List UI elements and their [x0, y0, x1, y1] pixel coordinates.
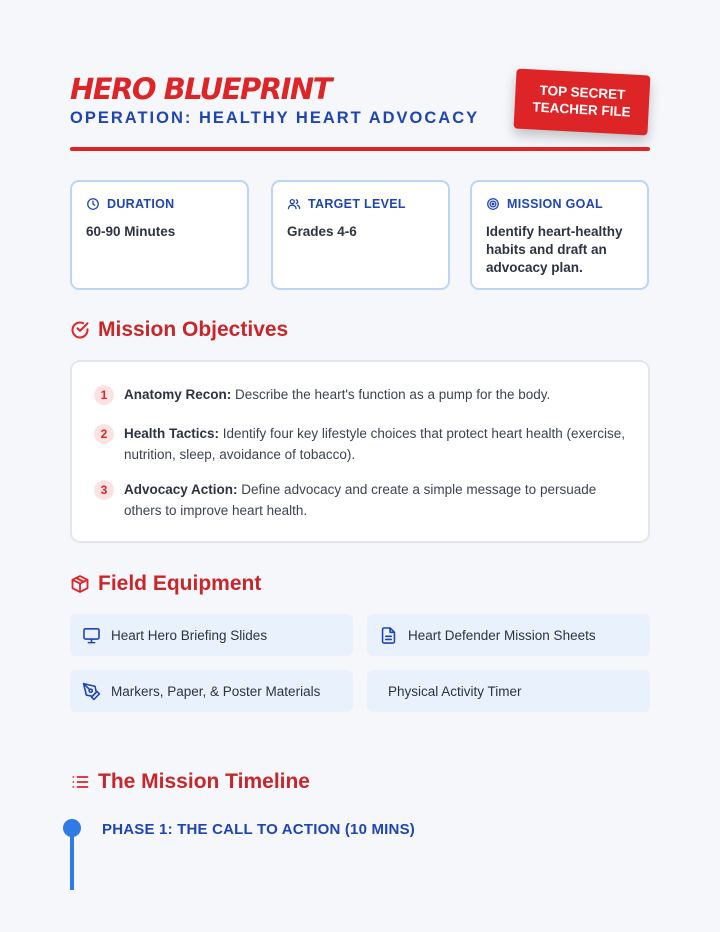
- objective-item: [94, 384, 629, 405]
- objective-description: Identify four key lifestyle choices that protect heart health (exercise, nutrition, sleep, avoidance of tobacco).: [124, 426, 625, 462]
- objective-label: Anatomy Recon:: [124, 387, 232, 402]
- objective-text: [124, 479, 629, 521]
- page-subtitle: OPERATION: HEALTHY HEART ADVOCACY: [70, 109, 480, 127]
- timeline-marker: [63, 819, 81, 837]
- target-level-card: [271, 180, 450, 290]
- pen-tool-icon: [82, 682, 101, 701]
- document-icon: [379, 626, 398, 645]
- objectives-list: [70, 360, 650, 543]
- duration-value: 60-90 Minutes: [86, 224, 176, 239]
- target-icon: [486, 197, 500, 211]
- objective-description: Define advocacy and create a simple message to persuade others to improve heart health.: [124, 482, 597, 518]
- header-divider: [70, 147, 650, 151]
- page-title: HERO BLUEPRINT: [70, 72, 331, 106]
- objective-item: [94, 479, 629, 521]
- equipment-heading: [70, 572, 261, 596]
- equipment-label: Physical Activity Timer: [388, 683, 522, 699]
- duration-label-row: [86, 197, 233, 211]
- stamp-line-2: TEACHER FILE: [532, 99, 632, 120]
- target-level-label-row: [287, 197, 434, 211]
- monitor-icon: [82, 626, 101, 645]
- stamp-line-1: TOP SECRET: [539, 82, 626, 103]
- objective-item: [94, 423, 629, 465]
- equipment-item: [367, 670, 650, 712]
- objective-number: 1: [94, 385, 114, 405]
- users-icon: [287, 197, 301, 211]
- list-icon: [70, 772, 90, 792]
- target-level-label: TARGET LEVEL: [308, 197, 406, 211]
- objective-text: [124, 423, 629, 465]
- equipment-label: Markers, Paper, & Poster Materials: [111, 683, 321, 699]
- objective-label: Health Tactics:: [124, 426, 220, 441]
- equipment-item: [70, 614, 353, 656]
- duration-label: DURATION: [107, 197, 175, 211]
- objective-description: Describe the heart's function as a pump for the body.: [231, 387, 551, 402]
- check-circle-icon: [70, 320, 90, 340]
- package-icon: [70, 574, 90, 594]
- objective-label: Advocacy Action:: [124, 482, 238, 497]
- mission-goal-card: [470, 180, 649, 290]
- equipment-item: [367, 614, 650, 656]
- equipment-label: Heart Hero Briefing Slides: [111, 627, 268, 643]
- equipment-item: [70, 670, 353, 712]
- mission-goal-label-row: [486, 197, 633, 211]
- phase-title: PHASE 1: THE CALL TO ACTION (10 MINS): [102, 821, 415, 838]
- duration-card: [70, 180, 249, 290]
- mission-goal-label: MISSION GOAL: [507, 197, 603, 211]
- objectives-heading: [70, 318, 288, 342]
- top-secret-stamp: [514, 69, 651, 136]
- objective-text: [124, 384, 550, 405]
- equipment-label: Heart Defender Mission Sheets: [408, 627, 596, 643]
- mission-goal-value: Identify heart-healthy habits and draft an advocacy plan.: [486, 224, 623, 275]
- target-level-value: Grades 4-6: [287, 224, 357, 239]
- objective-number: 2: [94, 424, 114, 444]
- timeline-heading: [70, 770, 310, 794]
- timeline-line: [70, 830, 74, 890]
- timeline-title: The Mission Timeline: [98, 770, 310, 793]
- objective-number: 3: [94, 480, 114, 500]
- objectives-title: Mission Objectives: [98, 318, 289, 341]
- clock-icon: [86, 197, 100, 211]
- equipment-title: Field Equipment: [98, 572, 262, 595]
